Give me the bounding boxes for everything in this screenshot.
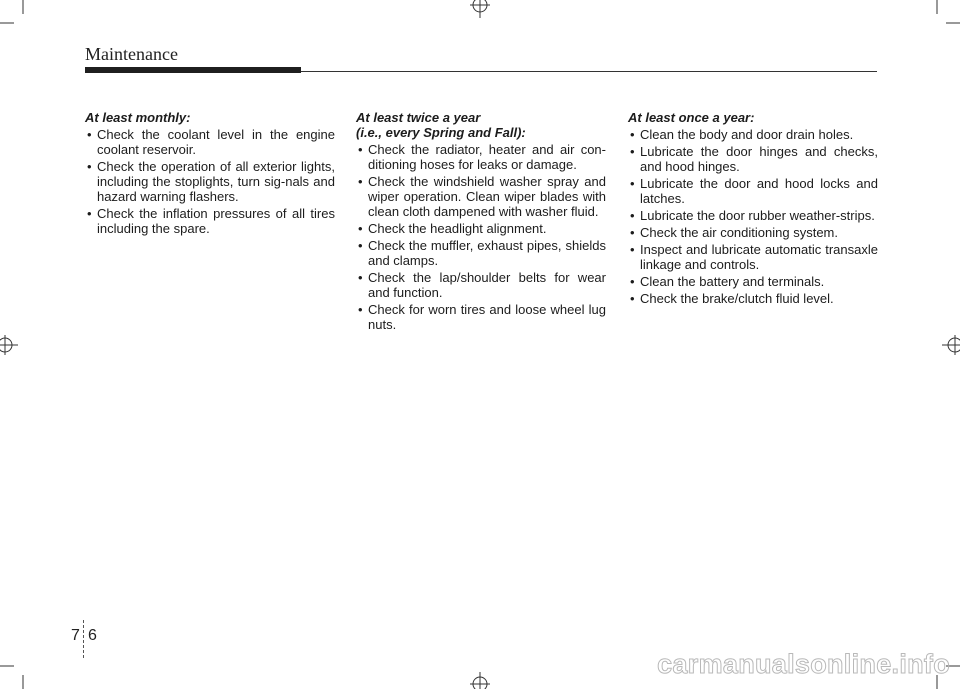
list-item-text: Check the lap/shoulder belts for wear and function. — [368, 270, 606, 300]
bullet-icon: • — [87, 127, 92, 142]
list-item — [356, 174, 606, 219]
bullet-icon: • — [358, 142, 363, 157]
checklist — [356, 142, 606, 332]
bullet-icon: • — [630, 274, 635, 289]
list-item-text: Check the coolant level in the engine coolant reservoir. — [97, 127, 335, 157]
list-item — [628, 242, 878, 272]
list-item — [628, 274, 878, 289]
list-item-text: Check the air conditioning system. — [640, 225, 838, 240]
page-title: Maintenance — [85, 44, 178, 64]
section-heading — [85, 110, 335, 125]
section-heading — [628, 110, 878, 125]
list-item-text: Lubricate the door hinges and checks, and hood hinges. — [640, 144, 878, 174]
list-item — [85, 127, 335, 157]
watermark: carmanualsonline.info — [657, 649, 950, 679]
bullet-icon: • — [358, 174, 363, 189]
list-item-text: Clean the battery and terminals. — [640, 274, 825, 289]
page-number: 6 — [88, 627, 97, 644]
list-item — [356, 221, 606, 236]
checklist — [85, 127, 335, 236]
header-rule — [301, 71, 877, 72]
bullet-icon: • — [630, 208, 635, 223]
heading-line: At least twice a year — [356, 110, 481, 125]
bullet-icon: • — [630, 127, 635, 142]
list-item — [85, 159, 335, 204]
list-item — [628, 144, 878, 174]
maintenance-column-monthly — [85, 110, 335, 238]
list-item — [356, 142, 606, 172]
bullet-icon: • — [87, 159, 92, 174]
list-item — [356, 302, 606, 332]
bullet-icon: • — [358, 302, 363, 317]
page-number-divider — [83, 620, 84, 658]
list-item-text: Check for worn tires and loose wheel lug nuts. — [368, 302, 606, 332]
list-item-text: Check the headlight alignment. — [368, 221, 547, 236]
list-item-text: Check the operation of all exterior lights, including the stoplights, turn sig-nals and hazard warning flashers. — [97, 159, 335, 204]
list-item — [628, 208, 878, 223]
heading-line: At least monthly: — [85, 110, 191, 125]
list-item-text: Check the brake/clutch fluid level. — [640, 291, 834, 306]
bullet-icon: • — [630, 144, 635, 159]
maintenance-column-twice-yearly — [356, 110, 606, 334]
heading-line: At least once a year: — [628, 110, 755, 125]
list-item — [356, 270, 606, 300]
maintenance-column-yearly — [628, 110, 878, 308]
list-item — [356, 238, 606, 268]
list-item — [628, 176, 878, 206]
checklist — [628, 127, 878, 306]
list-item-text: Check the windshield washer spray and wiper operation. Clean wiper blades with clean cloth dampened with washer fluid. — [368, 174, 606, 219]
list-item — [628, 127, 878, 142]
list-item-text: Inspect and lubricate automatic transaxle linkage and controls. — [640, 242, 878, 272]
list-item — [628, 291, 878, 306]
list-item-text: Lubricate the door and hood locks and latches. — [640, 176, 878, 206]
list-item — [85, 206, 335, 236]
bullet-icon: • — [630, 176, 635, 191]
list-item-text: Check the inflation pressures of all tires including the spare. — [97, 206, 335, 236]
bullet-icon: • — [358, 270, 363, 285]
bullet-icon: • — [358, 238, 363, 253]
section-heading — [356, 110, 606, 140]
header-bar — [85, 67, 301, 73]
list-item-text: Clean the body and door drain holes. — [640, 127, 854, 142]
list-item-text: Check the muffler, exhaust pipes, shields and clamps. — [368, 238, 606, 268]
list-item — [628, 225, 878, 240]
bullet-icon: • — [630, 291, 635, 306]
bullet-icon: • — [630, 225, 635, 240]
heading-line: (i.e., every Spring and Fall): — [356, 125, 526, 140]
chapter-number: 7 — [71, 627, 80, 644]
bullet-icon: • — [87, 206, 92, 221]
list-item-text: Check the radiator, heater and air con-ditioning hoses for leaks or damage. — [368, 142, 606, 172]
bullet-icon: • — [630, 242, 635, 257]
bullet-icon: • — [358, 221, 363, 236]
list-item-text: Lubricate the door rubber weather-strips. — [640, 208, 875, 223]
